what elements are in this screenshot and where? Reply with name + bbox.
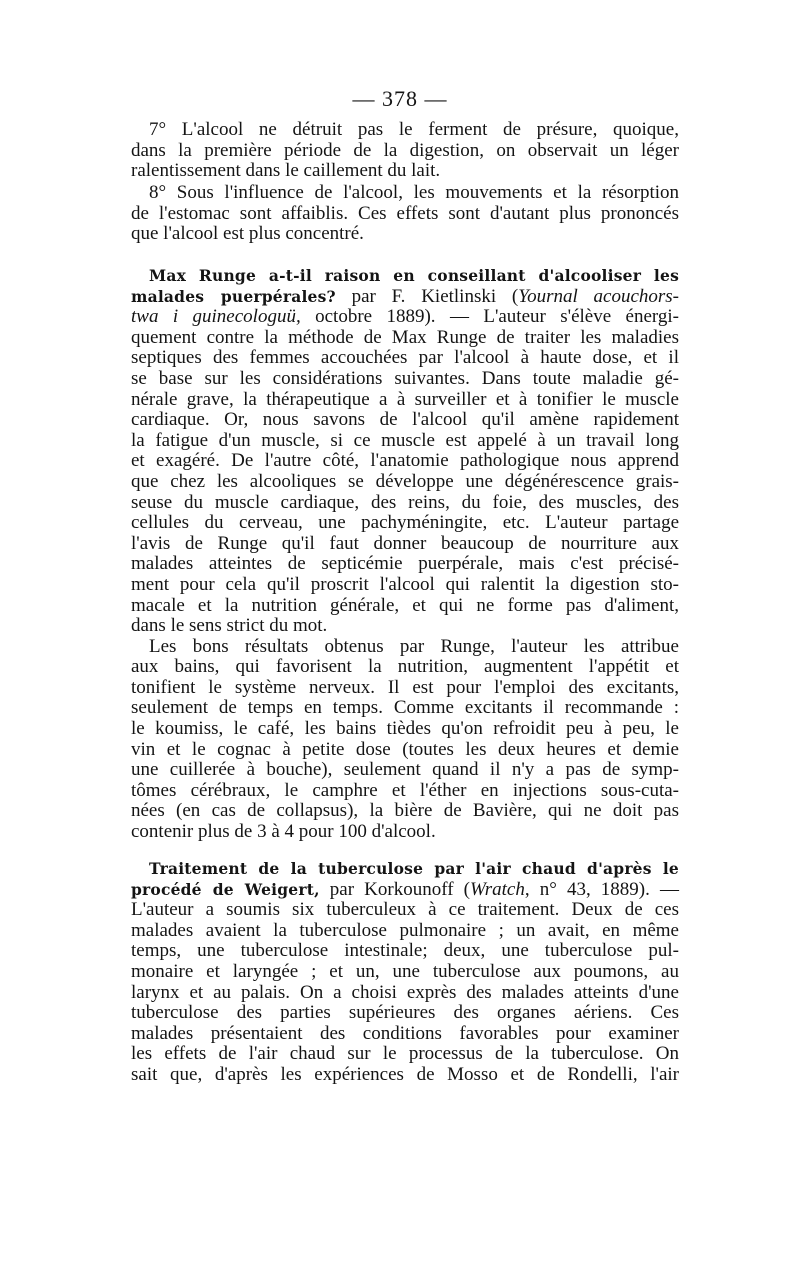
text-line: nérale grave, la thérapeutique a à surveiller et à tonifier le muscle xyxy=(131,388,679,410)
text-line: tômes cérébraux, le camphre et l'éther en injections sous-cuta- xyxy=(131,779,679,801)
text-line: les effets de l'air chaud sur le processus de la tuberculose. On xyxy=(131,1043,679,1065)
text-line: vin et le cognac à petite dose (toutes les deux heures et demie xyxy=(131,738,679,760)
text-line: se base sur les considérations suivantes. Dans toute maladie gé- xyxy=(131,367,679,389)
article-title-cont: malades puerpérales? xyxy=(131,286,336,306)
text-line: seulement de temps en temps. Comme excitants il recommande : xyxy=(131,697,679,719)
text-line: le koumiss, le café, les bains tièdes qu'on refroidit peu à peu, le xyxy=(131,718,679,740)
text-line: que chez les alcooliques se développe une dégénérescence grais- xyxy=(131,470,679,492)
article-title-cont: procédé de Weigert, xyxy=(131,879,320,899)
journal-title: Yournal acouchors- xyxy=(518,285,679,307)
text-line: la fatigue d'un muscle, si ce muscle est appelé à un travail long xyxy=(131,429,679,451)
text-line: cardiaque. Or, nous savons de l'alcool qu'il amène rapidement xyxy=(131,409,679,431)
text-line: tuberculose des parties supérieures des organes aériens. Ces xyxy=(131,1002,679,1024)
text-line: ment pour cela qu'il proscrit l'alcool qui ralentit la digestion sto- xyxy=(131,573,679,595)
text-line xyxy=(131,307,679,328)
text-line: malades présentaient des conditions favorables pour examiner xyxy=(131,1022,679,1044)
article-heading-line xyxy=(131,880,679,901)
text-line: sait que, d'après les expériences de Mosso et de Rondelli, l'air xyxy=(131,1063,679,1085)
text-line: 7° L'alcool ne détruit pas le ferment de présure, quoique, xyxy=(149,119,679,140)
text-line: ralentissement dans le caillement du lait. xyxy=(131,160,441,182)
text-segment: , n° 43, 1889). — xyxy=(524,878,680,900)
text-line: Les bons résultats obtenus par Runge, l'auteur les attribue xyxy=(149,635,679,657)
text-line: une cuillerée à bouche), seulement quand il n'y a pas de symp- xyxy=(131,759,679,781)
text-line: temps, une tuberculose intestinale; deux, une tuberculose pul- xyxy=(131,940,679,962)
text-line: aux bains, qui favorisent la nutrition, augmentent l'appétit et xyxy=(131,656,679,678)
text-line: 8° Sous l'influence de l'alcool, les mouvements et la résorption xyxy=(149,182,679,203)
text-line: dans la première période de la digestion, on observait un léger xyxy=(131,139,679,161)
text-line: tonifient le système nerveux. Il est pour l'emploi des excitants, xyxy=(131,676,679,698)
text-line: que l'alcool est plus concentré. xyxy=(131,223,364,245)
paragraph-point-7 xyxy=(131,120,679,182)
text-line: seuse du muscle cardiaque, des reins, du foie, des muscles, des xyxy=(131,491,679,513)
text-line: malades atteintes de septicémie puerpérale, mais c'est précisé- xyxy=(131,553,679,575)
article-runge xyxy=(131,266,679,843)
article-title: Traitement de la tuberculose par l'air chaud d'après le xyxy=(149,859,679,878)
text-line: cellules du cerveau, une pachyméningite, etc. L'auteur partage xyxy=(131,512,679,534)
text-segment: octobre 1889). — L'auteur s'élève énergi- xyxy=(300,306,679,328)
article-tuberculose xyxy=(131,859,679,1086)
paragraph-point-8 xyxy=(131,183,679,245)
text-line: quement contre la méthode de Max Runge de traiter les maladies xyxy=(131,326,679,348)
article-title: Max Runge a-t-il raison en conseillant d'alcooliser les xyxy=(149,266,679,285)
article-heading-line xyxy=(131,859,679,880)
text-line: malades avaient la tuberculose pulmonaire ; un avait, en même xyxy=(131,919,679,941)
text-line: contenir plus de 3 à 4 pour 100 d'alcool. xyxy=(131,821,436,843)
journal-title-cont: twa i guinecologuü, xyxy=(131,306,301,328)
text-line: L'auteur a soumis six tuberculeux à ce traitement. Deux de ces xyxy=(131,899,679,921)
text-line: de l'estomac sont affaiblis. Ces effets sont d'autant plus prononcés xyxy=(131,202,679,224)
text-line: larynx et au palais. On a choisi exprès des malades atteints d'une xyxy=(131,981,679,1003)
article-heading-line xyxy=(131,266,679,287)
text-line: septiques des femmes accouchées par l'alcool à haute dose, et il xyxy=(131,347,679,369)
journal-title: Wratch xyxy=(469,878,525,900)
text-line: nées (en cas de collapsus), la bière de Bavière, qui ne doit pas xyxy=(131,800,679,822)
article-author: par Korkounoff ( xyxy=(319,878,470,900)
text-line: monaire et laryngée ; et un, une tuberculose aux poumons, au xyxy=(131,960,679,982)
text-line: et exagéré. De l'autre côté, l'anatomie pathologique nous apprend xyxy=(131,450,679,472)
text-line: dans le sens strict du mot. xyxy=(131,615,328,637)
article-author: par F. Kietlinski ( xyxy=(335,285,519,307)
article-heading-line xyxy=(131,287,679,308)
text-line: l'avis de Runge qu'il faut donner beaucoup de nourriture aux xyxy=(131,532,679,554)
page-number: — 378 — xyxy=(352,86,448,111)
text-line: macale et la nutrition générale, et qui ne forme pas d'aliment, xyxy=(131,594,679,616)
